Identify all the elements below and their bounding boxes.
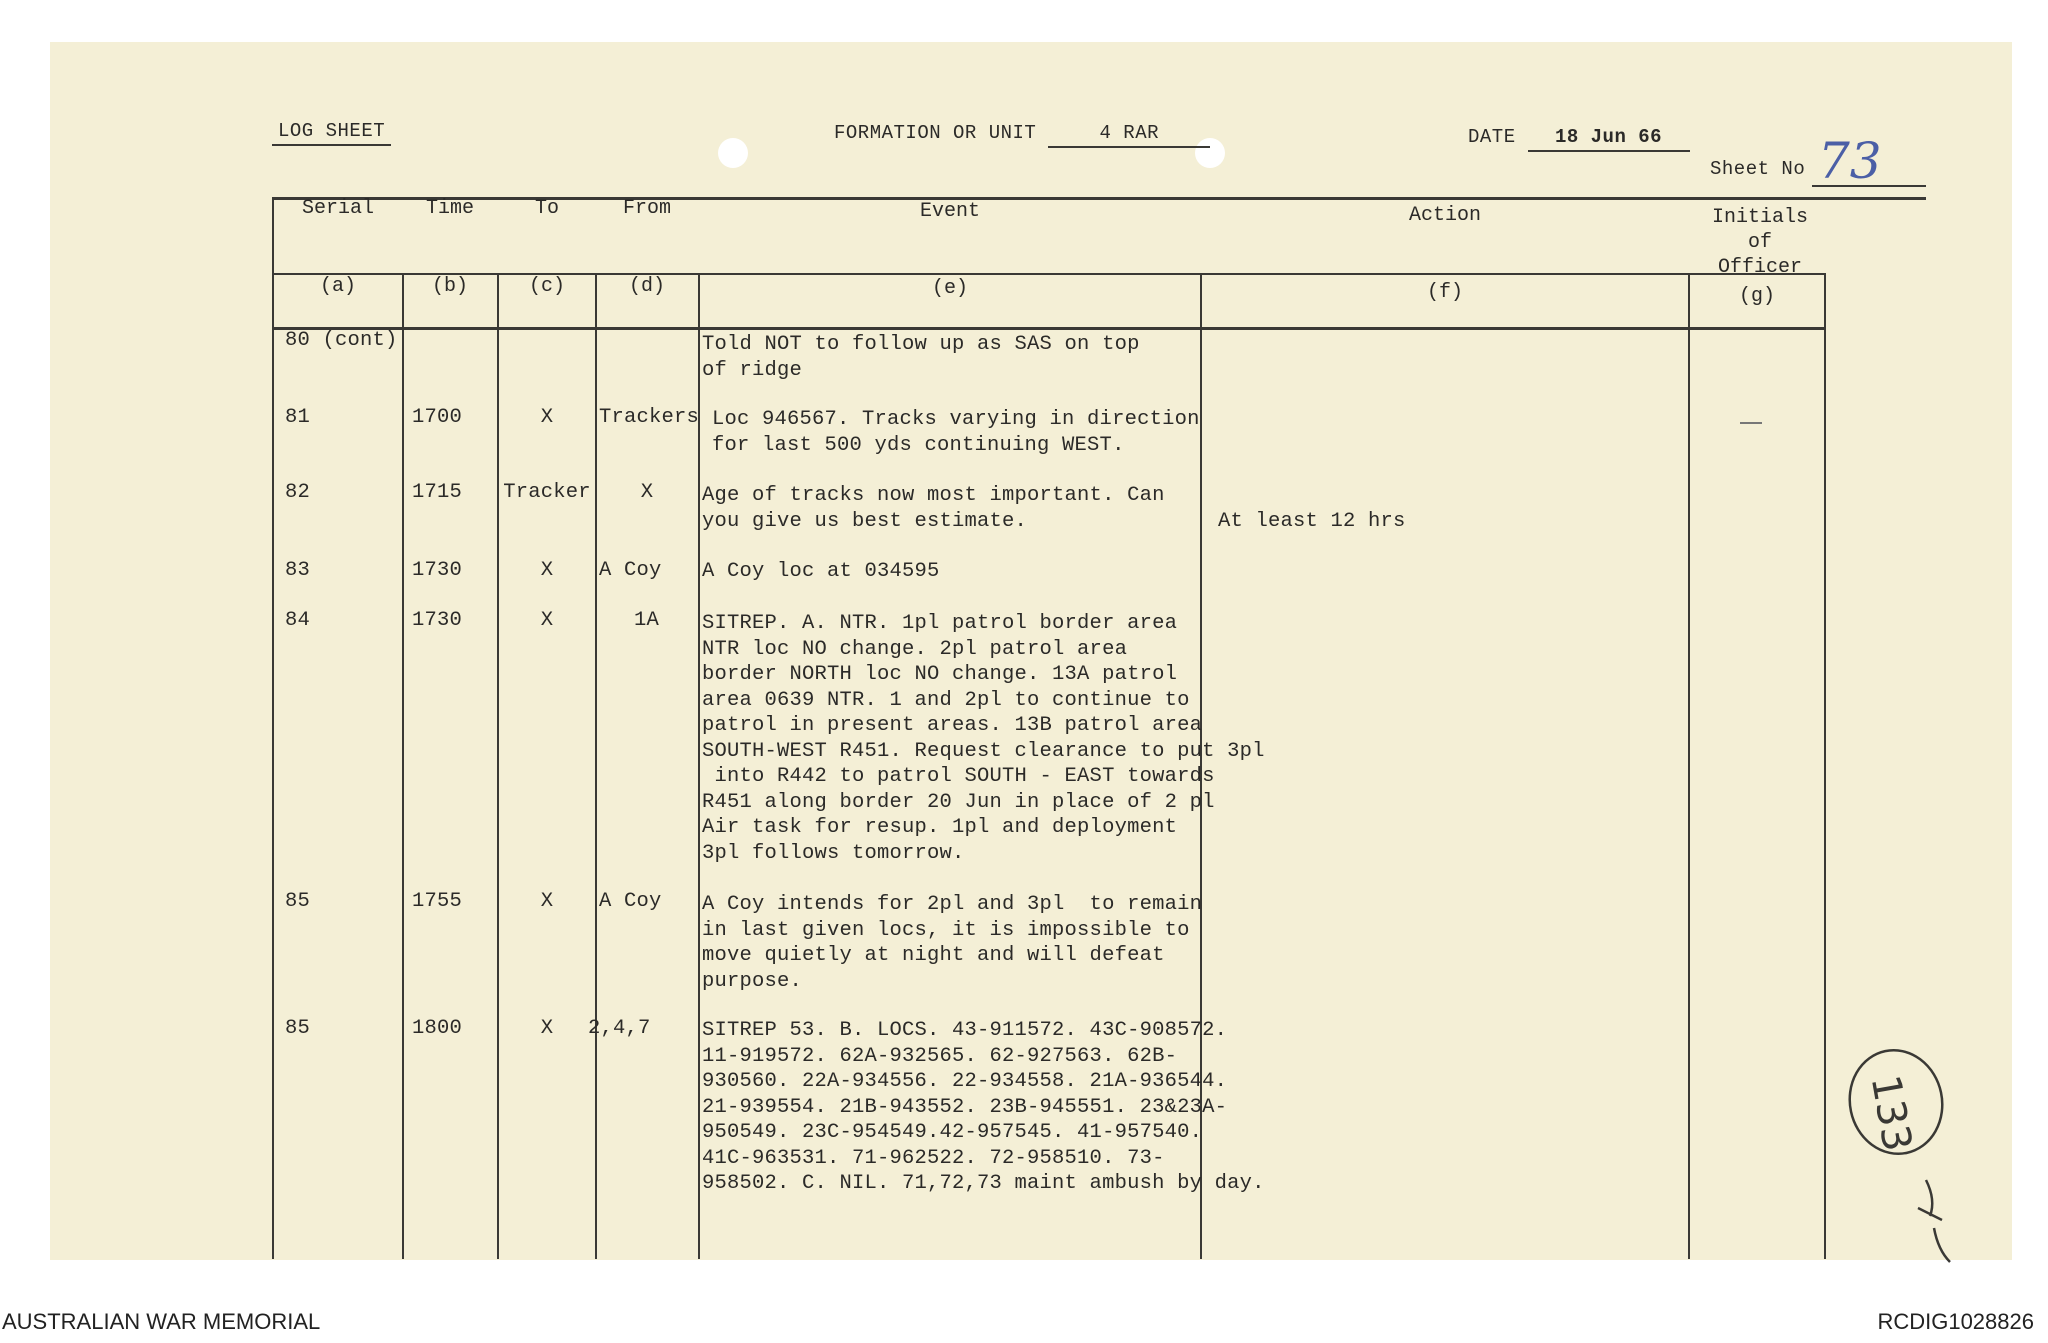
row-time: 1730	[412, 559, 463, 582]
column-rule	[595, 273, 597, 1259]
row-from: 1A	[633, 609, 659, 632]
row-event: SITREP. A. NTR. 1pl patrol border area NTR loc NO change. 2pl patrol area border NORTH loc NO change. 13A patrol area 0639 NTR. 1 and 2pl to continue to patrol in present areas. 13B patrol area SOUTH-WEST R451. Request clearance to put 3pl into R442 to patrol SOUTH - EAST towards R451 along border 20 Jun in place of 2 pl Air task for resup. 1pl and deployment 3pl follows tomorrow.	[702, 612, 1265, 865]
col-code-a: (a)	[319, 275, 356, 298]
row-action: At least 12 hrs	[1218, 510, 1406, 533]
column-rule	[272, 197, 274, 1259]
row-from: Trackers	[599, 406, 700, 429]
row-time: 1700	[412, 406, 463, 429]
row-from: A Coy	[599, 890, 662, 913]
row-to: Tracker	[503, 481, 591, 504]
col-code-b: (b)	[431, 275, 468, 298]
row-time: 1755	[412, 890, 463, 913]
row-event: Loc 946567. Tracks varying in direction for last 500 yds continuing WEST.	[712, 408, 1200, 457]
row-event: A Coy loc at 034595	[702, 560, 940, 583]
col-code-c: (c)	[528, 275, 565, 298]
punch-hole	[718, 138, 748, 168]
log-sheet-title: LOG SHEET	[272, 120, 391, 142]
folio-number: 133	[1861, 1071, 1921, 1155]
row-serial: 82	[285, 481, 311, 504]
sheet-no-handwritten: 73	[1818, 132, 1882, 190]
initials-mark	[1740, 422, 1762, 424]
row-serial: 84	[285, 609, 311, 632]
date-field	[1468, 126, 1690, 152]
date-label: DATE	[1468, 126, 1516, 148]
row-time: 1800	[412, 1017, 463, 1040]
date-value: 18 Jun 66	[1528, 126, 1690, 152]
formation-value: 4 RAR	[1048, 122, 1210, 148]
row-event: A Coy intends for 2pl and 3pl to remain in last given locs, it is impossible to move quietly at night and will defeat purpose.	[702, 893, 1203, 993]
header-bottom-rule	[272, 327, 1826, 330]
col-header-event: Event	[919, 200, 980, 223]
row-to: X	[540, 609, 554, 632]
col-header-serial: Serial	[301, 197, 374, 220]
col-header-to: To	[534, 197, 559, 220]
col-header-time: Time	[425, 197, 474, 220]
row-serial: 83	[285, 559, 311, 582]
footer-record-id: RCDIG1028826	[1877, 1309, 2034, 1334]
row-time: 1730	[412, 609, 463, 632]
row-to: X	[540, 890, 554, 913]
row-event: Age of tracks now most important. Can you give us best estimate.	[702, 484, 1165, 533]
column-rule	[1824, 273, 1826, 1259]
column-rule	[402, 273, 404, 1259]
row-event: SITREP 53. B. LOCS. 43-911572. 43C-908572. 11-919572. 62A-932565. 62-927563. 62B- 930560. 22A-934556. 22-934558. 21A-936544. 21-939554. 21B-943552. 23B-945551. 23&23A- 950549. 23C-954549.42-957545. 41-957540. 41C-963531. 71-962522. 72-958510. 73- 958502. C. NIL. 71,72,73 maint ambush by day.	[702, 1019, 1265, 1195]
row-serial: 85	[285, 1017, 311, 1040]
row-from: X	[640, 481, 654, 504]
row-to: X	[540, 1017, 554, 1040]
col-header-action: Action	[1408, 204, 1481, 227]
row-event: Told NOT to follow up as SAS on top of ridge	[702, 333, 1140, 382]
row-to: X	[540, 559, 554, 582]
row-from: 2,4,7	[588, 1017, 651, 1040]
sheet-no-label: Sheet No	[1710, 158, 1806, 180]
row-serial: 80 (cont)	[285, 329, 398, 352]
column-rule	[1688, 273, 1690, 1259]
col-code-g: (g)	[1738, 285, 1775, 308]
col-code-f: (f)	[1426, 281, 1463, 304]
formation-label: FORMATION OR UNIT	[834, 122, 1037, 144]
row-serial: 81	[285, 406, 311, 429]
row-serial: 85	[285, 890, 311, 913]
col-code-e: (e)	[931, 277, 968, 300]
col-header-initials: Initials of Officer	[1711, 206, 1808, 279]
footer-institution: AUSTRALIAN WAR MEMORIAL	[2, 1309, 321, 1334]
formation-field	[834, 122, 1210, 148]
row-time: 1715	[412, 481, 463, 504]
folio-stamp	[1838, 1040, 1968, 1270]
col-code-d: (d)	[628, 275, 665, 298]
row-from: A Coy	[599, 559, 662, 582]
row-to: X	[540, 406, 554, 429]
col-header-from: From	[622, 197, 671, 220]
